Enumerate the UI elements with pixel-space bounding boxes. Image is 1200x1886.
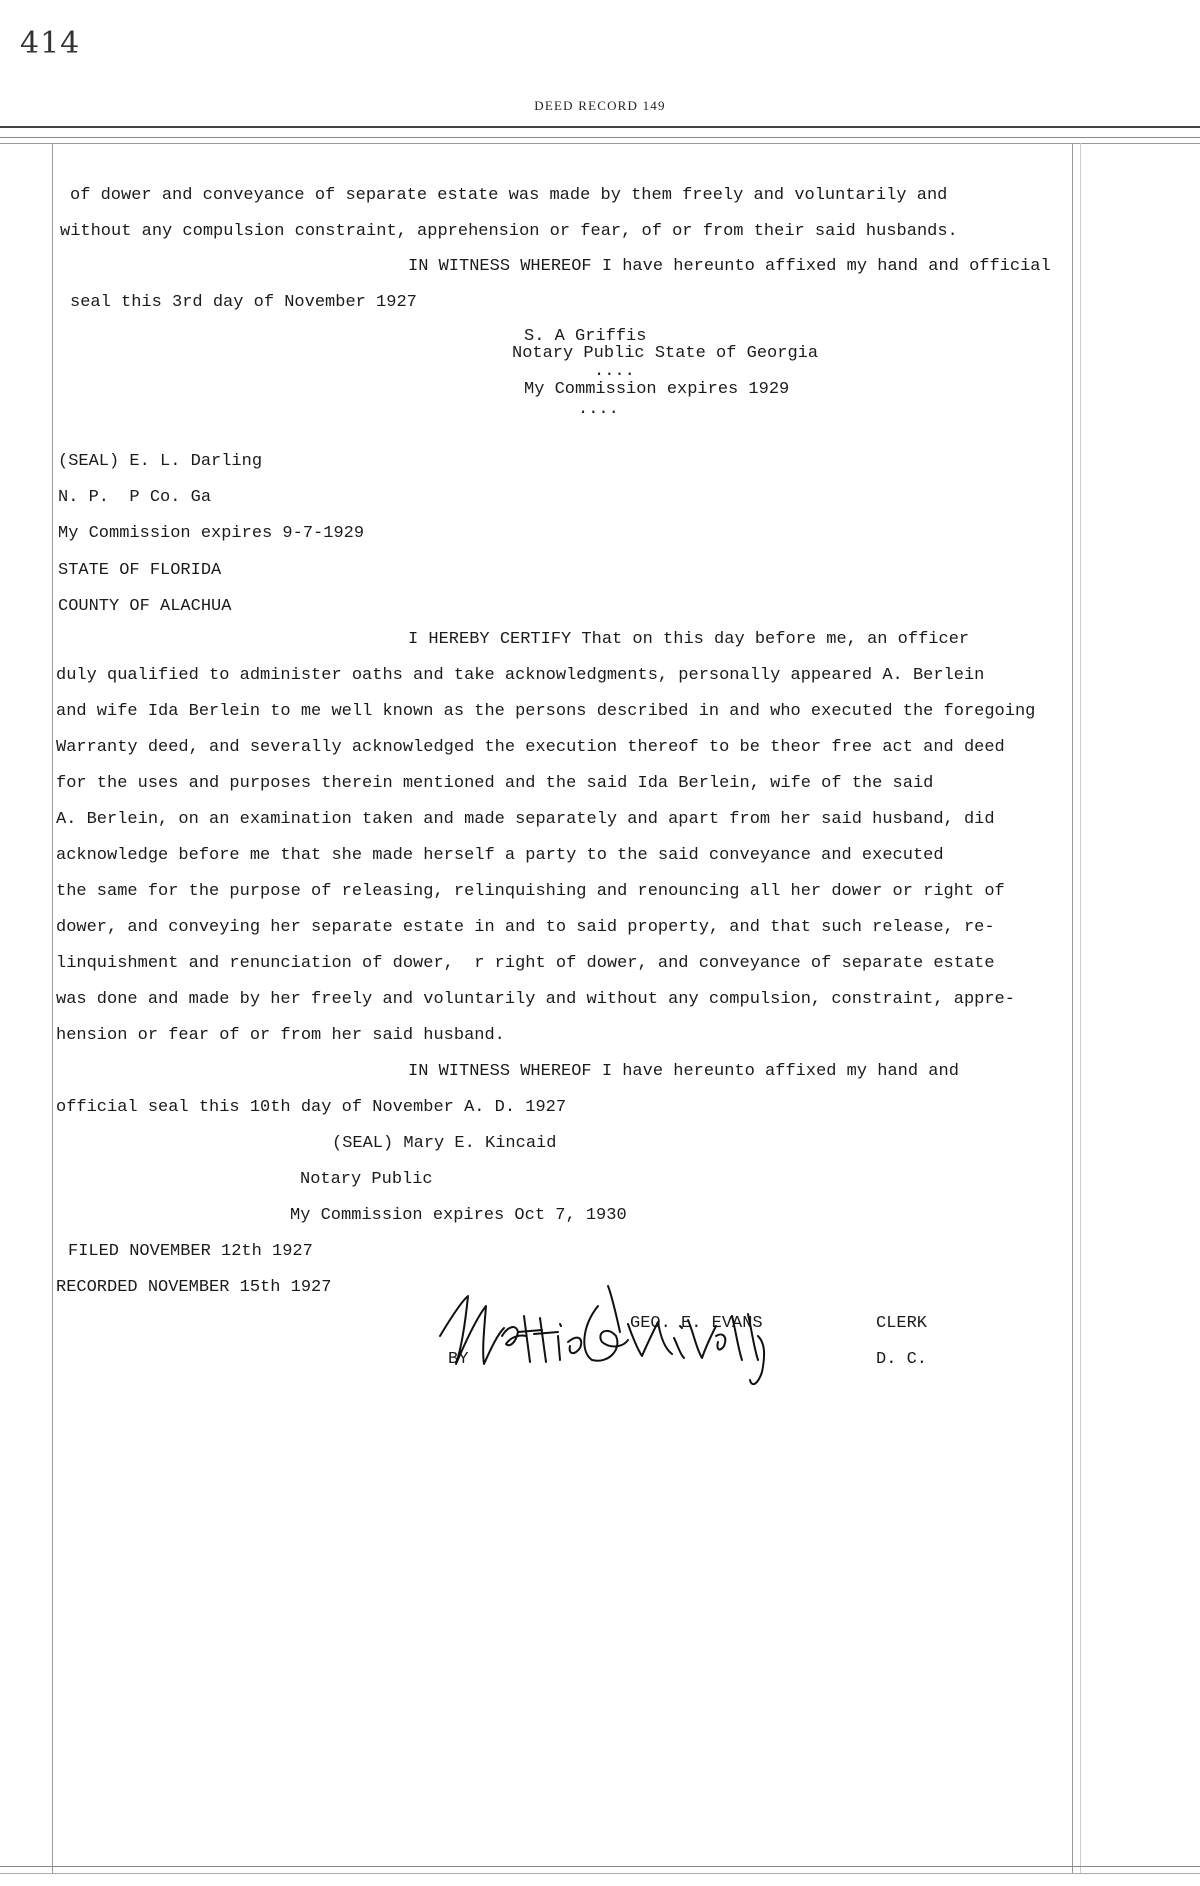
header-rule-2 [0,137,1200,138]
footer-rule [0,1866,1200,1867]
right-margin-line [1072,143,1073,1874]
certificate-line: I HEREBY CERTIFY That on this day before me, an officer [408,630,970,649]
recorded-date: RECORDED NOVEMBER 15th 1927 [56,1278,332,1297]
certificate-line: was done and made by her freely and voluntarily and without any compulsion, constraint, appre- [56,990,1015,1009]
state-heading: STATE OF FLORIDA [58,561,222,580]
dots: .... [578,400,619,419]
notary-commission: My Commission expires Oct 7, 1930 [290,1206,627,1225]
handwritten-signature [432,1276,772,1396]
commission-expiry: My Commission expires 9-7-1929 [58,524,365,543]
certificate-line: A. Berlein, on an examination taken and made separately and apart from her said husband, did [56,810,995,829]
certificate-line: Warranty deed, and severally acknowledged the execution thereof to be theor free act and deed [56,738,1005,757]
right-margin-line-2 [1080,143,1081,1874]
certificate-line: and wife Ida Berlein to me well known as the persons described in and who executed the foregoing [56,702,1036,721]
text-line: IN WITNESS WHEREOF I have hereunto affixed my hand and official [408,257,1051,276]
certificate-line: duly qualified to administer oaths and take acknowledgments, personally appeared A. Berlein [56,666,985,685]
left-margin-line [52,143,53,1874]
notary-signature-name: S. A Griffis [524,327,647,346]
notary-location: N. P. P Co. Ga [58,488,212,507]
county-heading: COUNTY OF ALACHUA [58,597,232,616]
certificate-line: linquishment and renunciation of dower, r right of dower, and conveyance of separate estate [56,954,995,973]
seal-name: (SEAL) Mary E. Kincaid [332,1134,557,1153]
certificate-line: dower, and conveying her separate estate in and to said property, and that such release, re- [56,918,995,937]
seal-name: (SEAL) E. L. Darling [58,452,263,471]
text-line: official seal this 10th day of November A. D. 1927 [56,1098,567,1117]
notary-title: Notary Public [300,1170,433,1189]
deputy-clerk-label: D. C. [876,1350,928,1369]
clerk-title: CLERK [876,1314,928,1333]
certificate-line: for the uses and purposes therein mentioned and the said Ida Berlein, wife of the said [56,774,934,793]
page-number: 414 [20,26,81,61]
notary-title: Notary Public State of Georgia [512,344,819,363]
text-line: without any compulsion constraint, apprehension or fear, of or from their said husbands. [60,222,958,241]
certificate-line: the same for the purpose of releasing, relinquishing and renouncing all her dower or right of [56,882,1005,901]
filed-date: FILED NOVEMBER 12th 1927 [68,1242,313,1261]
text-line: seal this 3rd day of November 1927 [70,293,417,312]
by-label: BY [448,1350,469,1369]
header-rule-3 [0,143,1200,144]
text-line: IN WITNESS WHEREOF I have hereunto affixed my hand and [408,1062,959,1081]
record-book-title: DEED RECORD 149 [534,98,666,113]
footer-rule-2 [0,1873,1200,1874]
header-rule [0,126,1200,128]
dots: .... [594,362,635,381]
clerk-name: GEO. E. EVANS [630,1314,763,1333]
notary-commission: My Commission expires 1929 [524,380,790,399]
certificate-line: hension or fear of or from her said husband. [56,1026,505,1045]
text-line: of dower and conveyance of separate estate was made by them freely and voluntarily and [70,186,948,205]
certificate-line: acknowledge before me that she made herself a party to the said conveyance and executed [56,846,944,865]
